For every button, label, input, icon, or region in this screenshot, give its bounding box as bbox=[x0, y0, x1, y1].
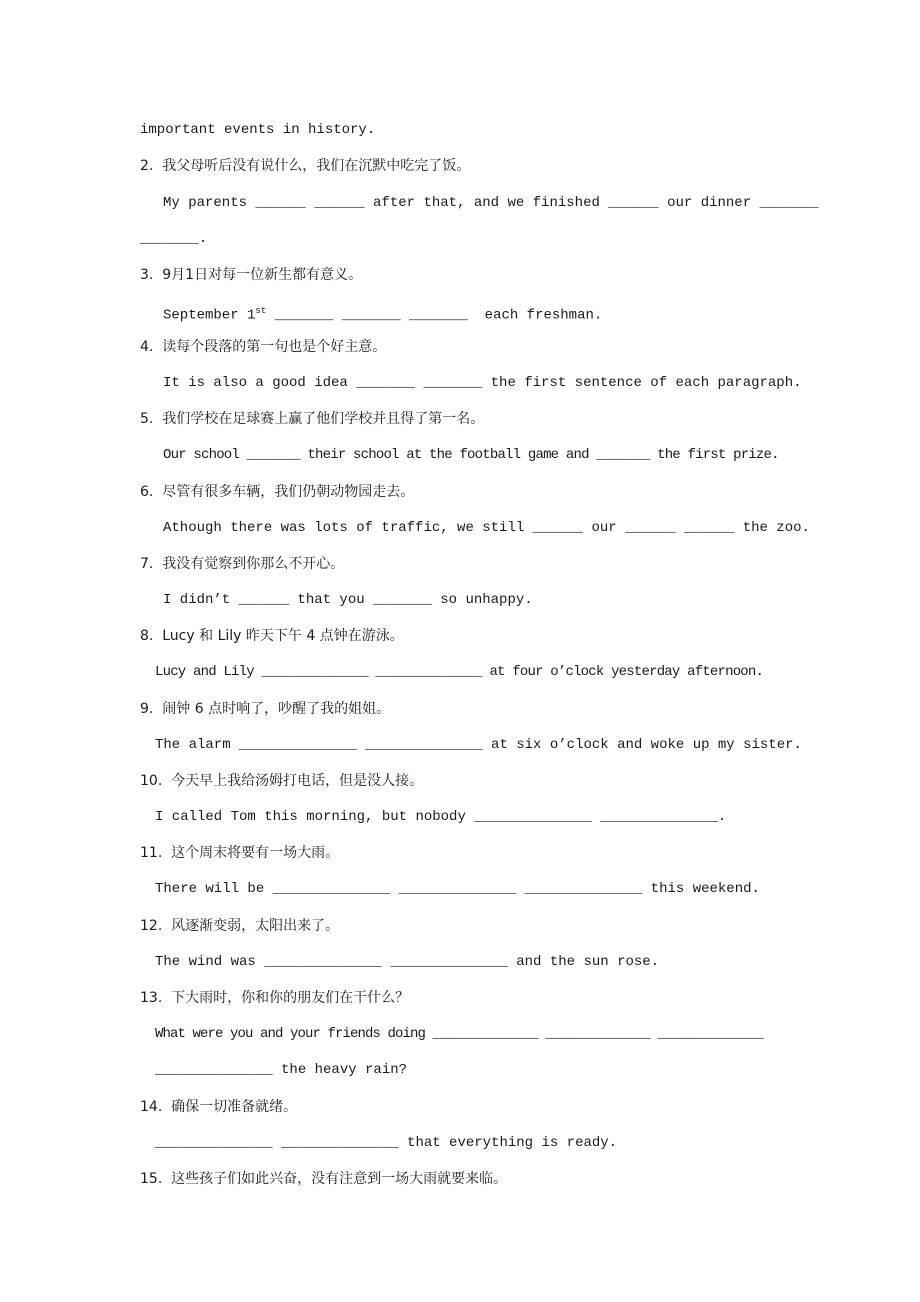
answer-8: Lucy and Lily ______________ ______________ at four o’clock yesterday afternoon. bbox=[155, 664, 764, 680]
question-9: 9. 闹钟 6 点时响了，吵醒了我的姐姐。 bbox=[140, 701, 391, 717]
answer-5: Our school _______ their school at the football game and _______ the first prize. bbox=[163, 447, 779, 463]
answer-7: I didn’t ______ that you _______ so unhappy. bbox=[163, 592, 533, 608]
answer-2-cont: _______. bbox=[140, 231, 208, 247]
question-6: 6. 尽管有很多车辆，我们仍朝动物园走去。 bbox=[140, 484, 415, 500]
question-12: 12. 风逐渐变弱，太阳出来了。 bbox=[140, 918, 340, 934]
answer-14: ______________ ______________ that everything is ready. bbox=[155, 1135, 618, 1151]
answer-12: The wind was ______________ ______________ and the sun rose. bbox=[155, 954, 660, 970]
answer-11: There will be ______________ ______________ ______________ this weekend. bbox=[155, 881, 760, 897]
question-3: 3. 9月1日对每一位新生都有意义。 bbox=[140, 267, 363, 283]
question-8: 8. Lucy 和 Lily 昨天下午 4 点钟在游泳。 bbox=[140, 628, 404, 644]
answer-3 bbox=[163, 301, 783, 326]
question-15: 15. 这些孩子们如此兴奋，没有注意到一场大雨就要来临。 bbox=[140, 1171, 508, 1187]
question-5: 5. 我们学校在足球赛上赢了他们学校并且得了第一名。 bbox=[140, 411, 485, 427]
question-10: 10. 今天早上我给汤姆打电话，但是没人接。 bbox=[140, 773, 424, 789]
question-11: 11. 这个周末将要有一场大雨。 bbox=[140, 845, 340, 861]
question-13: 13. 下大雨时，你和你的朋友们在干什么？ bbox=[140, 990, 410, 1006]
answer-3-sup: st bbox=[255, 306, 267, 316]
answer-10: I called Tom this morning, but nobody ______________ ______________. bbox=[155, 809, 727, 825]
answer-13: What were you and your friends doing ______________ ______________ ______________ bbox=[155, 1026, 763, 1042]
question-2: 2. 我父母听后没有说什么，我们在沉默中吃完了饭。 bbox=[140, 158, 471, 174]
answer-2: My parents ______ ______ after that, and we finished ______ our dinner _______ bbox=[163, 195, 819, 211]
answer-3-after: _______ _______ _______ each freshman. bbox=[266, 307, 603, 324]
question-4: 4. 读每个段落的第一句也是个好主意。 bbox=[140, 339, 387, 355]
question-7: 7. 我没有觉察到你那么不开心。 bbox=[140, 556, 345, 572]
answer-3-text: September 1 bbox=[163, 307, 256, 324]
answer-13-cont: ______________ the heavy rain? bbox=[155, 1062, 408, 1078]
question-14: 14. 确保一切准备就绪。 bbox=[140, 1099, 298, 1115]
line-1: important events in history. bbox=[140, 122, 376, 138]
answer-6: Athough there was lots of traffic, we still ______ our ______ ______ the zoo. bbox=[163, 520, 810, 536]
answer-9: The alarm ______________ ______________ at six o’clock and woke up my sister. bbox=[155, 737, 802, 753]
answer-4: It is also a good idea _______ _______ the first sentence of each paragraph. bbox=[163, 375, 802, 391]
